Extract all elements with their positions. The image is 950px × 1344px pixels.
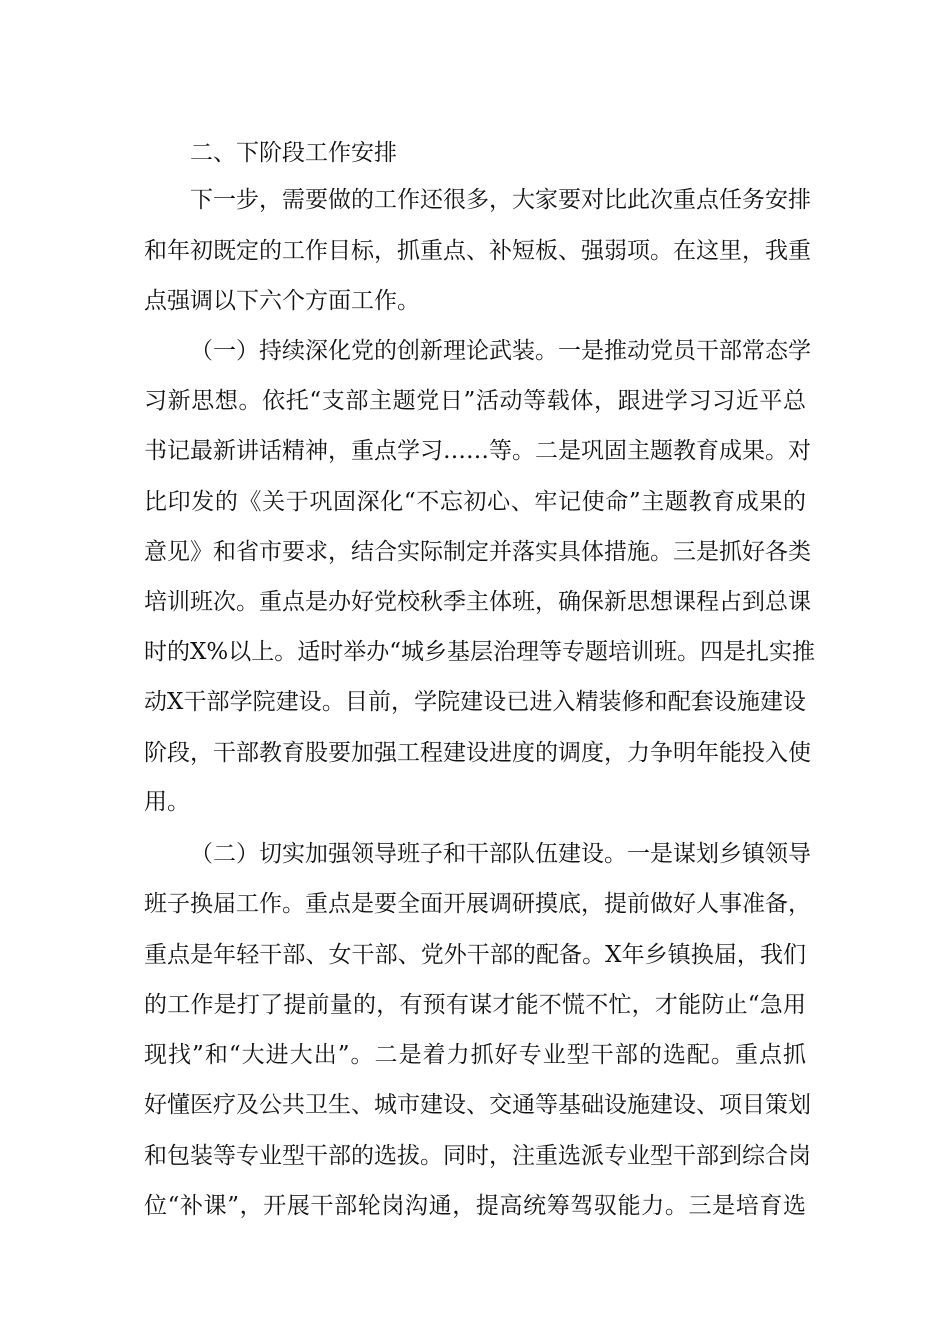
paragraph-line: 点强调以下六个方面工作。 xyxy=(144,288,420,314)
paragraph-line: 好懂医疗及公共卫生、城市建设、交通等基础设施建设、项目策划 xyxy=(144,1092,811,1118)
paragraph-line: 动X干部学院建设。目前，学院建设已进入精装修和配套设施建设 xyxy=(144,689,806,715)
paragraph-line: 时的X%以上。适时举办“城乡基层治理等专题培训班。四是扎实推 xyxy=(144,639,815,665)
paragraph-line: 比印发的《关于巩固深化“不忘初心、牢记使命”主题教育成果的 xyxy=(144,489,806,515)
paragraph-line: （二）切实加强领导班子和干部队伍建设。一是谋划乡镇领导 xyxy=(190,841,811,867)
paragraph-line: 的工作是打了提前量的，有预有谋才能不慌不忙，才能防止“急用 xyxy=(144,992,806,1018)
paragraph-line: 习新思想。依托“支部主题党日”活动等载体，跟进学习习近平总 xyxy=(144,388,806,414)
paragraph-line: 现找”和“大进大出”。二是着力抓好专业型干部的选配。重点抓 xyxy=(144,1042,806,1068)
paragraph-line: 重点是年轻干部、女干部、党外干部的配备。X年乡镇换届，我们 xyxy=(144,942,806,968)
paragraph-line: 用。 xyxy=(144,789,190,815)
paragraph-line: 培训班次。重点是办好党校秋季主体班，确保新思想课程占到总课 xyxy=(144,589,811,615)
paragraph-line: 书记最新讲话精神，重点学习……等。二是巩固主题教育成果。对 xyxy=(144,438,811,464)
paragraph-line: （一）持续深化党的创新理论武装。一是推动党员干部常态学 xyxy=(190,338,811,364)
paragraph-line: 位“补课”，开展干部轮岗沟通，提高统筹驾驭能力。三是培育选 xyxy=(144,1193,806,1219)
paragraph-line: 阶段，干部教育股要加强工程建设进度的调度，力争明年能投入使 xyxy=(144,740,811,766)
paragraph-line: 班子换届工作。重点是要全面开展调研摸底，提前做好人事准备， xyxy=(144,891,811,917)
paragraph-line: 下一步，需要做的工作还很多，大家要对比此次重点任务安排 xyxy=(190,187,811,213)
section-heading: 二、下阶段工作安排 xyxy=(190,140,397,166)
paragraph-line: 意见》和省市要求，结合实际制定并落实具体措施。三是抓好各类 xyxy=(144,539,811,565)
paragraph-line: 和包装等专业型干部的选拔。同时，注重选派专业型干部到综合岗 xyxy=(144,1143,811,1169)
paragraph-line: 和年初既定的工作目标，抓重点、补短板、强弱项。在这里，我重 xyxy=(144,238,811,264)
